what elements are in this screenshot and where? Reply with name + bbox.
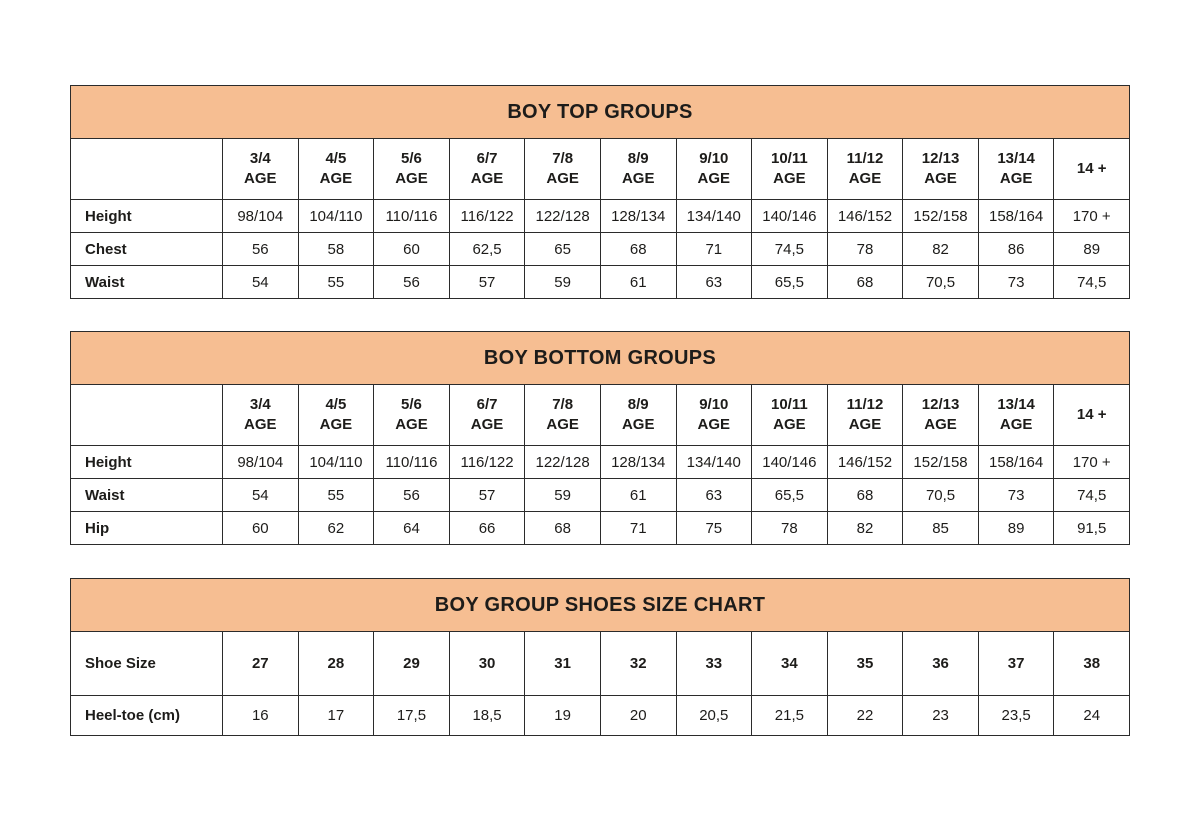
value-cell: 74,5 [1054, 479, 1130, 512]
value-cell: 61 [601, 479, 677, 512]
age-column-header-top: 8/9 [627, 149, 649, 167]
value-cell: 116/122 [450, 200, 526, 233]
value-cell: 71 [677, 233, 753, 266]
value-cell: 110/116 [374, 446, 450, 479]
value-cell: 122/128 [525, 446, 601, 479]
value-cell: 21,5 [752, 696, 828, 736]
table-title: BOY GROUP SHOES SIZE CHART [434, 593, 766, 616]
age-column-header-bottom: AGE [773, 416, 806, 433]
value-cell: 16 [223, 696, 299, 736]
value-cell: 104/110 [299, 446, 375, 479]
age-column-header-bottom: AGE [924, 170, 957, 187]
age-column-header-bottom: AGE [697, 416, 731, 433]
value-cell: 24 [1054, 696, 1130, 736]
value-cell: 128/134 [601, 446, 677, 479]
age-column-header-bottom: AGE [546, 416, 579, 433]
value-cell: 18,5 [450, 696, 526, 736]
age-column-header-top: 7/8 [552, 149, 574, 167]
age-column-header [903, 385, 979, 446]
value-cell: 59 [525, 479, 601, 512]
value-cell: 85 [903, 512, 979, 545]
value-cell: 104/110 [299, 200, 375, 233]
boy-bottom-groups-table [70, 331, 1130, 545]
value-cell: 68 [601, 233, 677, 266]
age-column-header [979, 139, 1055, 200]
age-column-header [374, 385, 450, 446]
value-cell: 65,5 [752, 479, 828, 512]
age-column-header-bottom: AGE [395, 170, 428, 187]
age-column-header [677, 139, 753, 200]
value-cell: 56 [374, 479, 450, 512]
age-column-header-top: 8/9 [627, 395, 649, 413]
value-cell: 55 [299, 266, 375, 299]
value-cell: 78 [752, 512, 828, 545]
value-cell: 70,5 [903, 479, 979, 512]
age-column-header [223, 385, 299, 446]
age-column-header [299, 139, 375, 200]
value-cell: 98/104 [223, 446, 299, 479]
value-cell: 31 [525, 632, 601, 696]
age-column-header-top: 10/11 [771, 395, 808, 413]
age-column-header [752, 139, 828, 200]
value-cell: 60 [223, 512, 299, 545]
value-cell: 63 [677, 266, 753, 299]
boy-top-groups-title-band [70, 85, 1130, 139]
age-column-header [223, 139, 299, 200]
row-label: Hip [71, 512, 223, 545]
value-cell: 116/122 [450, 446, 526, 479]
age-column-header-top: 12/13 [921, 395, 960, 413]
value-cell: 38 [1054, 632, 1130, 696]
age-column-header-bottom: AGE [999, 416, 1033, 433]
value-cell: 74,5 [752, 233, 828, 266]
boy-shoes-size-grid [70, 632, 1130, 736]
boy-bottom-groups-grid [70, 385, 1130, 545]
value-cell: 152/158 [903, 200, 979, 233]
age-column-header-top: 4/5 [325, 395, 347, 413]
age-column-header [299, 385, 375, 446]
value-cell: 170 + [1054, 200, 1130, 233]
value-cell: 20 [601, 696, 677, 736]
age-column-header-top: 4/5 [325, 149, 347, 167]
value-cell: 23,5 [979, 696, 1055, 736]
row-label: Shoe Size [71, 632, 223, 696]
value-cell: 57 [450, 479, 526, 512]
value-cell: 74,5 [1054, 266, 1130, 299]
age-column-header [450, 139, 526, 200]
value-cell: 17 [299, 696, 375, 736]
value-cell: 122/128 [525, 200, 601, 233]
boy-top-groups-table [70, 85, 1130, 299]
value-cell: 27 [223, 632, 299, 696]
age-column-header-top: 7/8 [552, 395, 574, 413]
boy-shoes-size-table [70, 578, 1130, 736]
age-column-header-bottom: AGE [621, 170, 655, 187]
age-column-header-bottom: AGE [848, 416, 882, 433]
value-cell: 65,5 [752, 266, 828, 299]
value-cell: 98/104 [223, 200, 299, 233]
value-cell: 68 [525, 512, 601, 545]
value-cell: 59 [525, 266, 601, 299]
value-cell: 158/164 [979, 446, 1055, 479]
value-cell: 62,5 [450, 233, 526, 266]
value-cell: 17,5 [374, 696, 450, 736]
value-cell: 58 [299, 233, 375, 266]
value-cell: 134/140 [677, 446, 753, 479]
value-cell: 110/116 [374, 200, 450, 233]
row-label: Height [71, 200, 223, 233]
age-column-header-top: 13/14 [997, 149, 1035, 167]
value-cell: 68 [828, 479, 904, 512]
value-cell: 158/164 [979, 200, 1055, 233]
age-column-header [752, 385, 828, 446]
value-cell: 32 [601, 632, 677, 696]
age-column-header-bottom: AGE [319, 416, 353, 433]
value-cell: 65 [525, 233, 601, 266]
value-cell: 82 [903, 233, 979, 266]
age-column-header [450, 385, 526, 446]
value-cell: 20,5 [677, 696, 753, 736]
age-column-header-bottom: AGE [470, 416, 504, 433]
age-column-header [828, 385, 904, 446]
age-column-header-bottom: AGE [244, 170, 277, 187]
age-column-header-top: 11/12 [846, 395, 884, 413]
age-column-header [828, 139, 904, 200]
value-cell: 30 [450, 632, 526, 696]
value-cell: 28 [299, 632, 375, 696]
value-cell: 170 + [1054, 446, 1130, 479]
value-cell: 82 [828, 512, 904, 545]
age-column-header-bottom: AGE [546, 170, 579, 187]
value-cell: 89 [1054, 233, 1130, 266]
age-column-header [1054, 385, 1130, 446]
value-cell: 33 [677, 632, 753, 696]
value-cell: 134/140 [677, 200, 753, 233]
value-cell: 152/158 [903, 446, 979, 479]
age-column-header-top: 9/10 [699, 395, 729, 413]
value-cell: 29 [374, 632, 450, 696]
age-column-header-top: 14 + [1076, 159, 1107, 177]
age-column-header-bottom: AGE [244, 416, 277, 433]
age-column-header [374, 139, 450, 200]
age-column-header [677, 385, 753, 446]
row-label: Waist [71, 479, 223, 512]
value-cell: 54 [223, 479, 299, 512]
age-column-header [525, 385, 601, 446]
age-column-header-bottom: AGE [621, 416, 655, 433]
age-column-header-top: 5/6 [401, 149, 422, 167]
age-column-header-top: 3/4 [249, 395, 271, 413]
age-column-header-bottom: AGE [470, 170, 504, 187]
value-cell: 22 [828, 696, 904, 736]
corner-cell [71, 385, 223, 446]
table-title: BOY TOP GROUPS [507, 100, 693, 123]
value-cell: 54 [223, 266, 299, 299]
boy-shoes-size-title-band [70, 578, 1130, 632]
boy-top-groups-grid [70, 139, 1130, 299]
age-column-header-top: 3/4 [249, 149, 271, 167]
age-column-header-top: 10/11 [771, 149, 808, 167]
value-cell: 56 [223, 233, 299, 266]
value-cell: 68 [828, 266, 904, 299]
age-column-header [601, 139, 677, 200]
age-column-header-top: 6/7 [476, 149, 498, 167]
value-cell: 19 [525, 696, 601, 736]
age-column-header-bottom: AGE [999, 170, 1033, 187]
age-column-header-bottom: AGE [773, 170, 806, 187]
row-label: Chest [71, 233, 223, 266]
row-label: Waist [71, 266, 223, 299]
value-cell: 61 [601, 266, 677, 299]
row-label: Heel-toe (cm) [71, 696, 223, 736]
table-title: BOY BOTTOM GROUPS [483, 346, 717, 369]
value-cell: 56 [374, 266, 450, 299]
value-cell: 23 [903, 696, 979, 736]
value-cell: 60 [374, 233, 450, 266]
value-cell: 89 [979, 512, 1055, 545]
age-column-header-top: 5/6 [401, 395, 422, 413]
value-cell: 140/146 [752, 446, 828, 479]
value-cell: 73 [979, 479, 1055, 512]
value-cell: 66 [450, 512, 526, 545]
age-column-header-bottom: AGE [848, 170, 882, 187]
value-cell: 146/152 [828, 446, 904, 479]
value-cell: 128/134 [601, 200, 677, 233]
value-cell: 73 [979, 266, 1055, 299]
age-column-header [903, 139, 979, 200]
value-cell: 146/152 [828, 200, 904, 233]
value-cell: 57 [450, 266, 526, 299]
value-cell: 62 [299, 512, 375, 545]
value-cell: 36 [903, 632, 979, 696]
age-column-header [601, 385, 677, 446]
corner-cell [71, 139, 223, 200]
value-cell: 35 [828, 632, 904, 696]
value-cell: 34 [752, 632, 828, 696]
age-column-header-bottom: AGE [319, 170, 353, 187]
age-column-header [979, 385, 1055, 446]
age-column-header-top: 14 + [1076, 405, 1107, 423]
age-column-header-bottom: AGE [924, 416, 957, 433]
age-column-header-bottom: AGE [395, 416, 428, 433]
value-cell: 70,5 [903, 266, 979, 299]
row-label: Height [71, 446, 223, 479]
value-cell: 75 [677, 512, 753, 545]
age-column-header-top: 11/12 [846, 149, 884, 167]
age-column-header-top: 13/14 [997, 395, 1035, 413]
age-column-header-top: 12/13 [921, 149, 960, 167]
age-column-header-top: 6/7 [476, 395, 498, 413]
boy-bottom-groups-title-band [70, 331, 1130, 385]
value-cell: 91,5 [1054, 512, 1130, 545]
value-cell: 55 [299, 479, 375, 512]
value-cell: 37 [979, 632, 1055, 696]
value-cell: 71 [601, 512, 677, 545]
age-column-header-bottom: AGE [697, 170, 731, 187]
age-column-header [1054, 139, 1130, 200]
value-cell: 63 [677, 479, 753, 512]
value-cell: 78 [828, 233, 904, 266]
age-column-header [525, 139, 601, 200]
age-column-header-top: 9/10 [699, 149, 729, 167]
value-cell: 140/146 [752, 200, 828, 233]
value-cell: 86 [979, 233, 1055, 266]
value-cell: 64 [374, 512, 450, 545]
